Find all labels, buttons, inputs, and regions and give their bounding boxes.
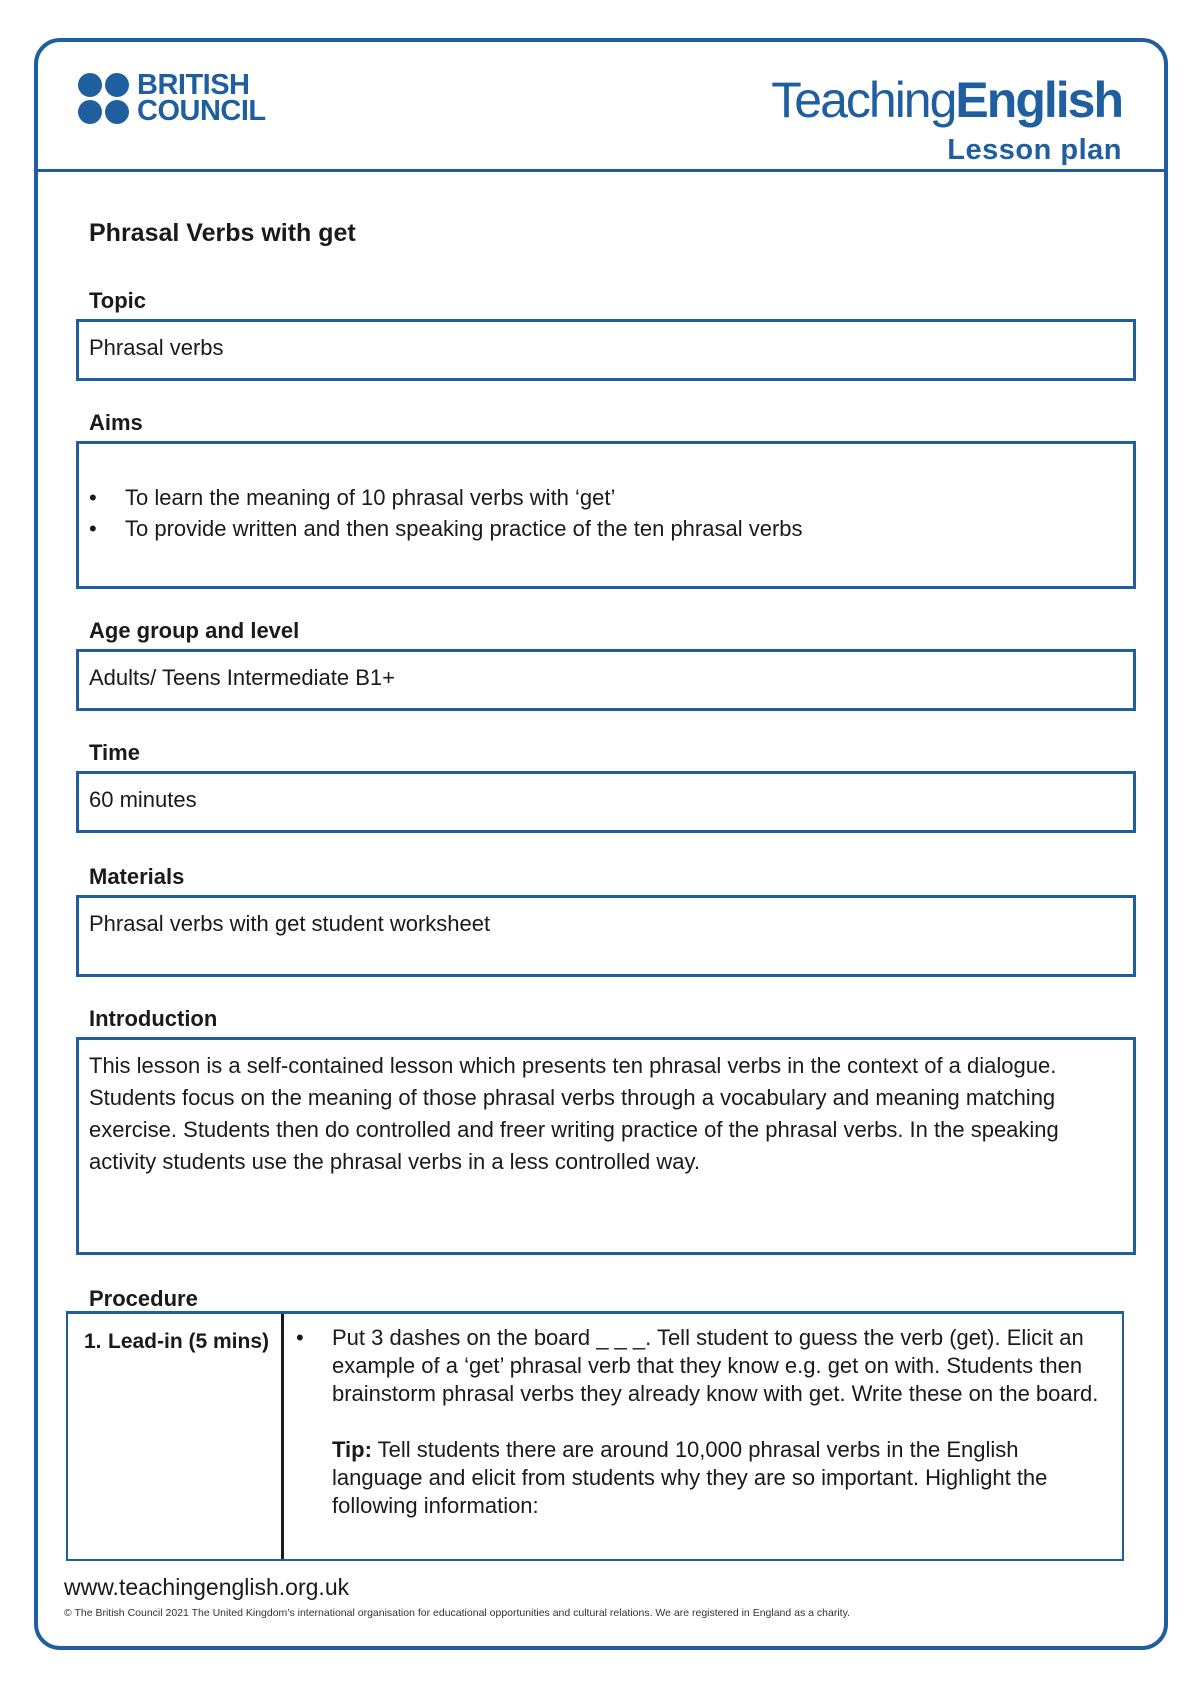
topic-value: Phrasal verbs bbox=[89, 335, 224, 360]
page-title: Phrasal Verbs with get bbox=[89, 219, 356, 247]
aims-box bbox=[76, 441, 1136, 589]
procedure-step-title: Lead-in (5 mins) bbox=[108, 1330, 270, 1353]
bullet-icon: • bbox=[296, 1325, 304, 1350]
british-council-wordmark: BRITISH COUNCIL bbox=[137, 69, 266, 127]
topic-box bbox=[76, 319, 1136, 381]
procedure-step-heading bbox=[68, 1314, 284, 1559]
time-box bbox=[76, 771, 1136, 833]
footer-copyright: © The British Council 2021 The United Kingdom’s international organisation for educational opportunities and cultural relations. We are registered in England as a charity. bbox=[64, 1607, 850, 1619]
introduction-box bbox=[76, 1037, 1136, 1255]
procedure-table bbox=[66, 1311, 1124, 1561]
footer-url[interactable]: www.teachingenglish.org.uk bbox=[64, 1574, 350, 1600]
aims-label: Aims bbox=[89, 410, 143, 435]
time-label: Time bbox=[89, 740, 140, 765]
procedure-tip bbox=[332, 1436, 1110, 1520]
lesson-plan-subtitle: Lesson plan bbox=[947, 134, 1122, 166]
procedure-label: Procedure bbox=[89, 1286, 198, 1311]
procedure-step-number: 1. bbox=[84, 1330, 102, 1353]
topic-label: Topic bbox=[89, 288, 147, 313]
procedure-step-content bbox=[284, 1314, 1122, 1559]
teaching-english-wordmark: TeachingEnglish bbox=[771, 72, 1122, 128]
aims-item: • To learn the meaning of 10 phrasal verbs with ‘get’ bbox=[89, 482, 1123, 513]
materials-label: Materials bbox=[89, 864, 185, 889]
age-label: Age group and level bbox=[89, 618, 300, 643]
materials-box bbox=[76, 895, 1136, 977]
introduction-label: Introduction bbox=[89, 1006, 218, 1031]
tip-text: Tell students there are around 10,000 phrasal verbs in the English language and elicit from students why they are so important. Highlight the following information: bbox=[332, 1437, 1048, 1518]
british-council-logo bbox=[78, 69, 266, 127]
aims-item: • To provide written and then speaking practice of the ten phrasal verbs bbox=[89, 513, 1123, 544]
header-divider bbox=[34, 169, 1168, 172]
age-box bbox=[76, 649, 1136, 711]
procedure-paragraph: Put 3 dashes on the board _ _ _. Tell student to guess the verb (get). Elicit an example of a ‘get’ phrasal verb that they know e.g. get on with. Students then brainstorm phrasal verbs they already know with get. Write these on the board. bbox=[332, 1325, 1099, 1406]
time-value: 60 minutes bbox=[89, 787, 197, 812]
materials-value: Phrasal verbs with get student worksheet bbox=[89, 911, 491, 936]
tip-label: Tip: bbox=[332, 1437, 372, 1462]
age-value: Adults/ Teens Intermediate B1+ bbox=[89, 665, 395, 690]
british-council-dots-icon bbox=[78, 73, 129, 124]
aims-list bbox=[89, 482, 1123, 544]
introduction-text: This lesson is a self-contained lesson which presents ten phrasal verbs in the context of a dialogue. Students focus on the meaning of those phrasal verbs through a vocabulary and meaning matching exercise. Students then do controlled and freer writing practice of the phrasal verbs. In the speaking activity students use the phrasal verbs in a less controlled way. bbox=[89, 1053, 1059, 1174]
teaching-english-logo bbox=[771, 72, 1122, 167]
